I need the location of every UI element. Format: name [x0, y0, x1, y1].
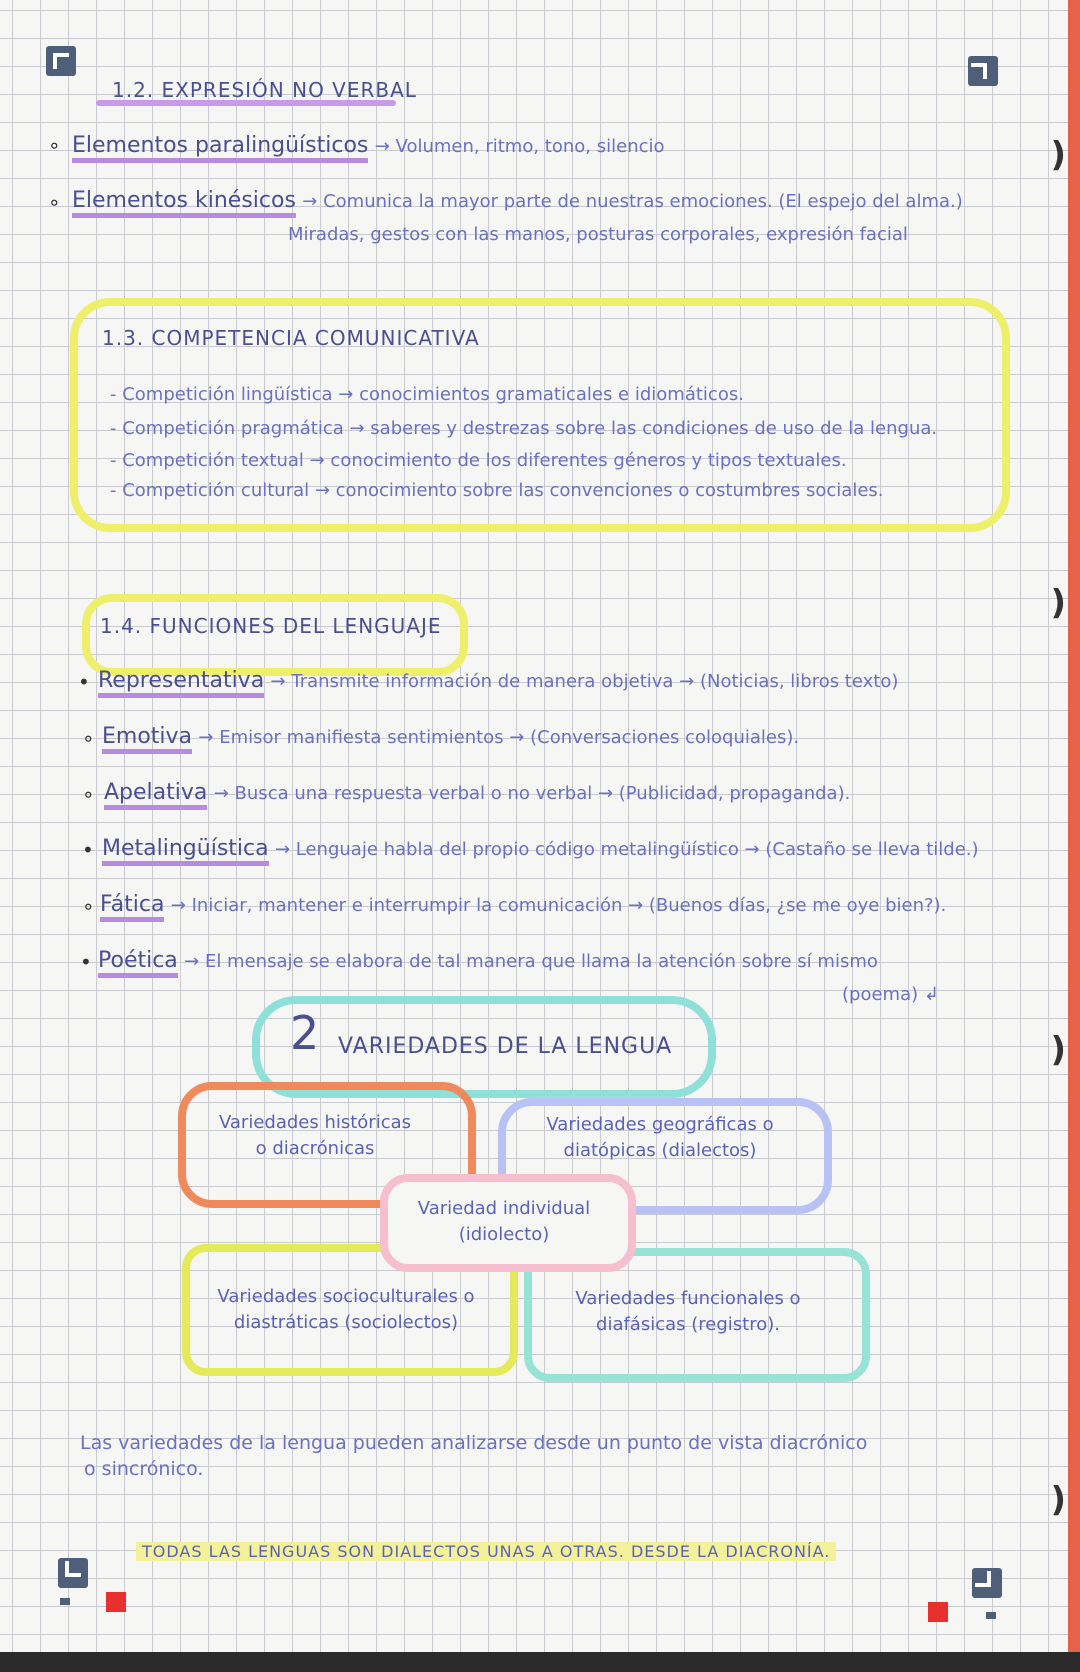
description: → Transmite información de manera objetiva → (Noticias, libros texto)	[270, 671, 899, 692]
term: Poética	[98, 948, 178, 978]
list-item	[100, 892, 946, 917]
box-line: Variedades funcionales o	[575, 1288, 801, 1309]
highlight-text: TODAS LAS LENGUAS SON DIALECTOS UNAS A OTRAS. DESDE LA DIACRONÍA.	[136, 1542, 836, 1561]
corner-mark-bottom-right-icon	[972, 1568, 1002, 1598]
description: → Iniciar, mantener e interrumpir la comunicación → (Buenos días, ¿se me oye bien?).	[170, 895, 947, 916]
list-item	[98, 948, 878, 973]
box-geograficas-text	[510, 1112, 810, 1164]
bullet-icon: ∘	[82, 782, 95, 806]
term: Apelativa	[104, 780, 207, 810]
box-line: Variedades socioculturales o	[217, 1286, 475, 1307]
marker-dot	[986, 1612, 996, 1619]
list-item	[72, 133, 665, 158]
bullet-icon: ∘	[82, 726, 95, 750]
description: → El mensaje se elabora de tal manera que llama la atención sobre sí mismo	[184, 951, 878, 972]
red-marker	[106, 1592, 126, 1612]
list-item	[98, 668, 898, 693]
description: → Lenguaje habla del propio código metalingüístico → (Castaño se lleva tilde.)	[274, 839, 979, 860]
list-item: - Competición pragmática → saberes y destrezas sobre las condiciones de uso de la lengua.	[110, 418, 938, 439]
marker-dot	[60, 1598, 70, 1605]
description: → Comunica la mayor parte de nuestras emociones. (El espejo del alma.)	[302, 191, 963, 212]
corner-mark-top-left-icon	[46, 46, 76, 76]
description: → Busca una respuesta verbal o no verbal → (Publicidad, propaganda).	[213, 783, 851, 804]
section-2-number: 2	[290, 1006, 320, 1060]
bullet-icon: •	[80, 950, 92, 974]
corner-mark-bottom-left-icon	[58, 1558, 88, 1588]
binder-ring-icon: )	[1050, 135, 1066, 175]
term: Metalingüística	[102, 836, 269, 866]
term: Representativa	[98, 668, 264, 698]
box-line: diastráticas (sociolectos)	[233, 1312, 459, 1333]
list-item	[72, 188, 963, 213]
description-continued: Miradas, gestos con las manos, posturas corporales, expresión facial	[288, 224, 908, 245]
binder-ring-icon: )	[1050, 1480, 1066, 1520]
bullet-icon: ∘	[82, 894, 95, 918]
bullet-icon: ∘	[48, 133, 61, 157]
term: Elementos kinésicos	[72, 188, 296, 218]
bullet-icon: ∘	[48, 190, 61, 214]
list-item	[102, 724, 799, 749]
box-funcionales-text	[538, 1286, 838, 1338]
notebook-edge	[1068, 0, 1080, 1672]
term: Fática	[100, 892, 164, 922]
description: → Volumen, ritmo, tono, silencio	[374, 136, 665, 157]
box-historicas-text	[190, 1110, 440, 1162]
box-line: (idiolecto)	[458, 1224, 550, 1245]
section-1-4-title: 1.4. FUNCIONES DEL LENGUAJE	[100, 614, 442, 638]
list-item	[102, 836, 979, 861]
list-item: - Competición cultural → conocimiento sobre las convenciones o costumbres sociales.	[110, 480, 884, 501]
box-line: diafásicas (registro).	[596, 1314, 780, 1335]
box-line: Variedades históricas	[218, 1112, 412, 1133]
desk-background	[0, 1652, 1080, 1672]
highlight-note	[136, 1542, 836, 1561]
term: Emotiva	[102, 724, 192, 754]
corner-mark-top-right-icon	[968, 56, 998, 86]
red-marker	[928, 1602, 948, 1622]
box-line: Variedad individual	[417, 1198, 591, 1219]
binder-ring-icon: )	[1050, 583, 1066, 623]
paragraph-line: o sincrónico.	[84, 1458, 204, 1480]
description-continued: (poema) ↲	[842, 984, 939, 1005]
description: → Emisor manifiesta sentimientos → (Conversaciones coloquiales).	[198, 727, 800, 748]
bullet-icon: •	[82, 838, 94, 862]
list-item: - Competición textual → conocimiento de los diferentes géneros y tipos textuales.	[110, 450, 847, 471]
bullet-icon: •	[78, 670, 90, 694]
section-1-3-title: 1.3. COMPETENCIA COMUNICATIVA	[102, 326, 480, 350]
section-1-2-title: 1.2. EXPRESIÓN NO VERBAL	[112, 78, 417, 102]
list-item	[104, 780, 850, 805]
paragraph-line: Las variedades de la lengua pueden analizarse desde un punto de vista diacrónico	[80, 1432, 868, 1454]
box-individual-text	[388, 1196, 620, 1248]
box-line: diatópicas (dialectos)	[563, 1140, 757, 1161]
list-item: - Competición lingüística → conocimientos gramaticales e idiomáticos.	[110, 384, 744, 405]
binder-ring-icon: )	[1050, 1030, 1066, 1070]
box-socioculturales-text	[196, 1284, 496, 1336]
section-2-title: VARIEDADES DE LA LENGUA	[338, 1034, 673, 1059]
box-line: Variedades geográficas o	[546, 1114, 774, 1135]
term: Elementos paralingüísticos	[72, 133, 368, 163]
box-line: o diacrónicas	[255, 1138, 375, 1159]
